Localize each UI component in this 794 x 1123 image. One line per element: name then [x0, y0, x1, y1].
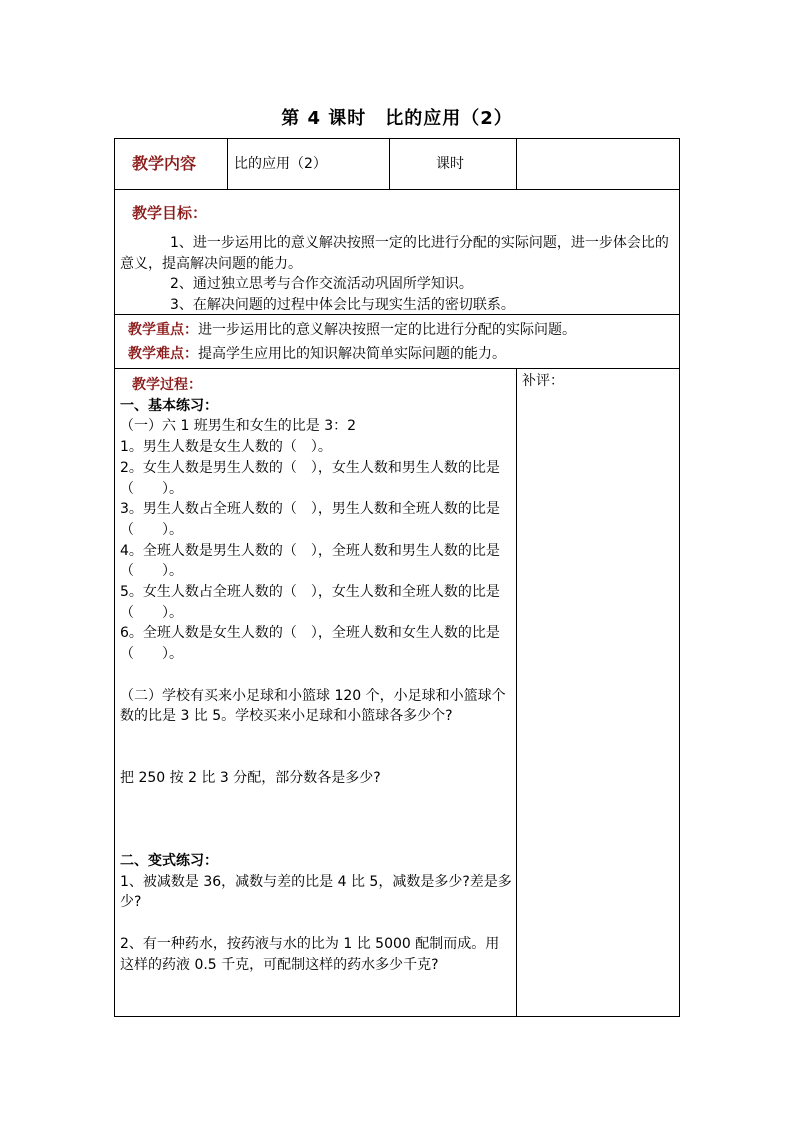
- page-title: 第 4 课时 比的应用（2）: [281, 108, 513, 129]
- key-point-text: 进一步运用比的意义解决按照一定的比进行分配的实际问题。: [198, 322, 576, 338]
- section-variant-practice: 二、变式练习：: [120, 853, 218, 870]
- variant-problem-2: 2、有一种药水，按药液与水的比为 1 比 5000 配制而成。用这样的药液 0.5 千克，可配制这样的药水多少千克?: [120, 935, 500, 973]
- basic-question-4: 4。全班人数是男生人数的（ ），全班人数和男生人数的比是（ ）。: [120, 542, 500, 580]
- header-row: [114, 138, 680, 190]
- period-label: 课时: [436, 156, 464, 172]
- difficult-point-text: 提高学生应用比的知识解决简单实际问题的能力。: [198, 346, 506, 362]
- objective-item-3: 3、在解决问题的过程中体会比与现实生活的密切联系。: [170, 297, 515, 313]
- problem-two: （二）学校有买来小足球和小篮球 120 个，小足球和小篮球个数的比是 3 比 5。学校买来小足球和小篮球各多少个?: [120, 687, 506, 725]
- basic-question-6: 6。全班人数是女生人数的（ ），全班人数和女生人数的比是（ ）。: [120, 625, 500, 663]
- section-basic-practice: 一、基本练习：: [120, 397, 218, 414]
- objective-item-1: 1、进一步运用比的意义解决按照一定的比进行分配的实际问题，进一步体会比的意义，提高解决问题的能力。: [120, 235, 669, 272]
- variant-problem-1: 1、被减数是 36，减数与差的比是 4 比 5，减数是多少?差是多少?: [120, 873, 512, 911]
- content-label: 教学内容: [132, 154, 197, 173]
- difficult-point: [128, 344, 506, 364]
- key-point-label: 教学重点：: [128, 322, 198, 338]
- key-point: [128, 320, 576, 340]
- process-content: [120, 375, 512, 975]
- objective-item-2: 2、通过独立思考与合作交流活动巩固所学知识。: [170, 276, 473, 292]
- basic-question-5: 5。女生人数占全班人数的（ ），女生人数和全班人数的比是（ ）。: [120, 584, 500, 621]
- basic-question-1: 1。男生人数是女生人数的（ ）。: [120, 439, 332, 456]
- basic-intro: （一）六 1 班男生和女生的比是 3：2: [120, 418, 357, 435]
- basic-question-2: 2。女生人数是男生人数的（ ），女生人数和男生人数的比是（ ）。: [120, 459, 500, 497]
- content-value: 比的应用（2）: [234, 156, 327, 172]
- objectives-label: 教学目标：: [132, 204, 208, 222]
- difficult-point-label: 教学难点：: [128, 346, 198, 362]
- comment-label: 补评：: [522, 373, 564, 389]
- problem-three: 把 250 按 2 比 3 分配，部分数各是多少?: [120, 770, 381, 787]
- process-label: 教学过程：: [132, 377, 202, 393]
- basic-question-3: 3。男生人数占全班人数的（ ），男生人数和全班人数的比是（ ）。: [120, 501, 500, 538]
